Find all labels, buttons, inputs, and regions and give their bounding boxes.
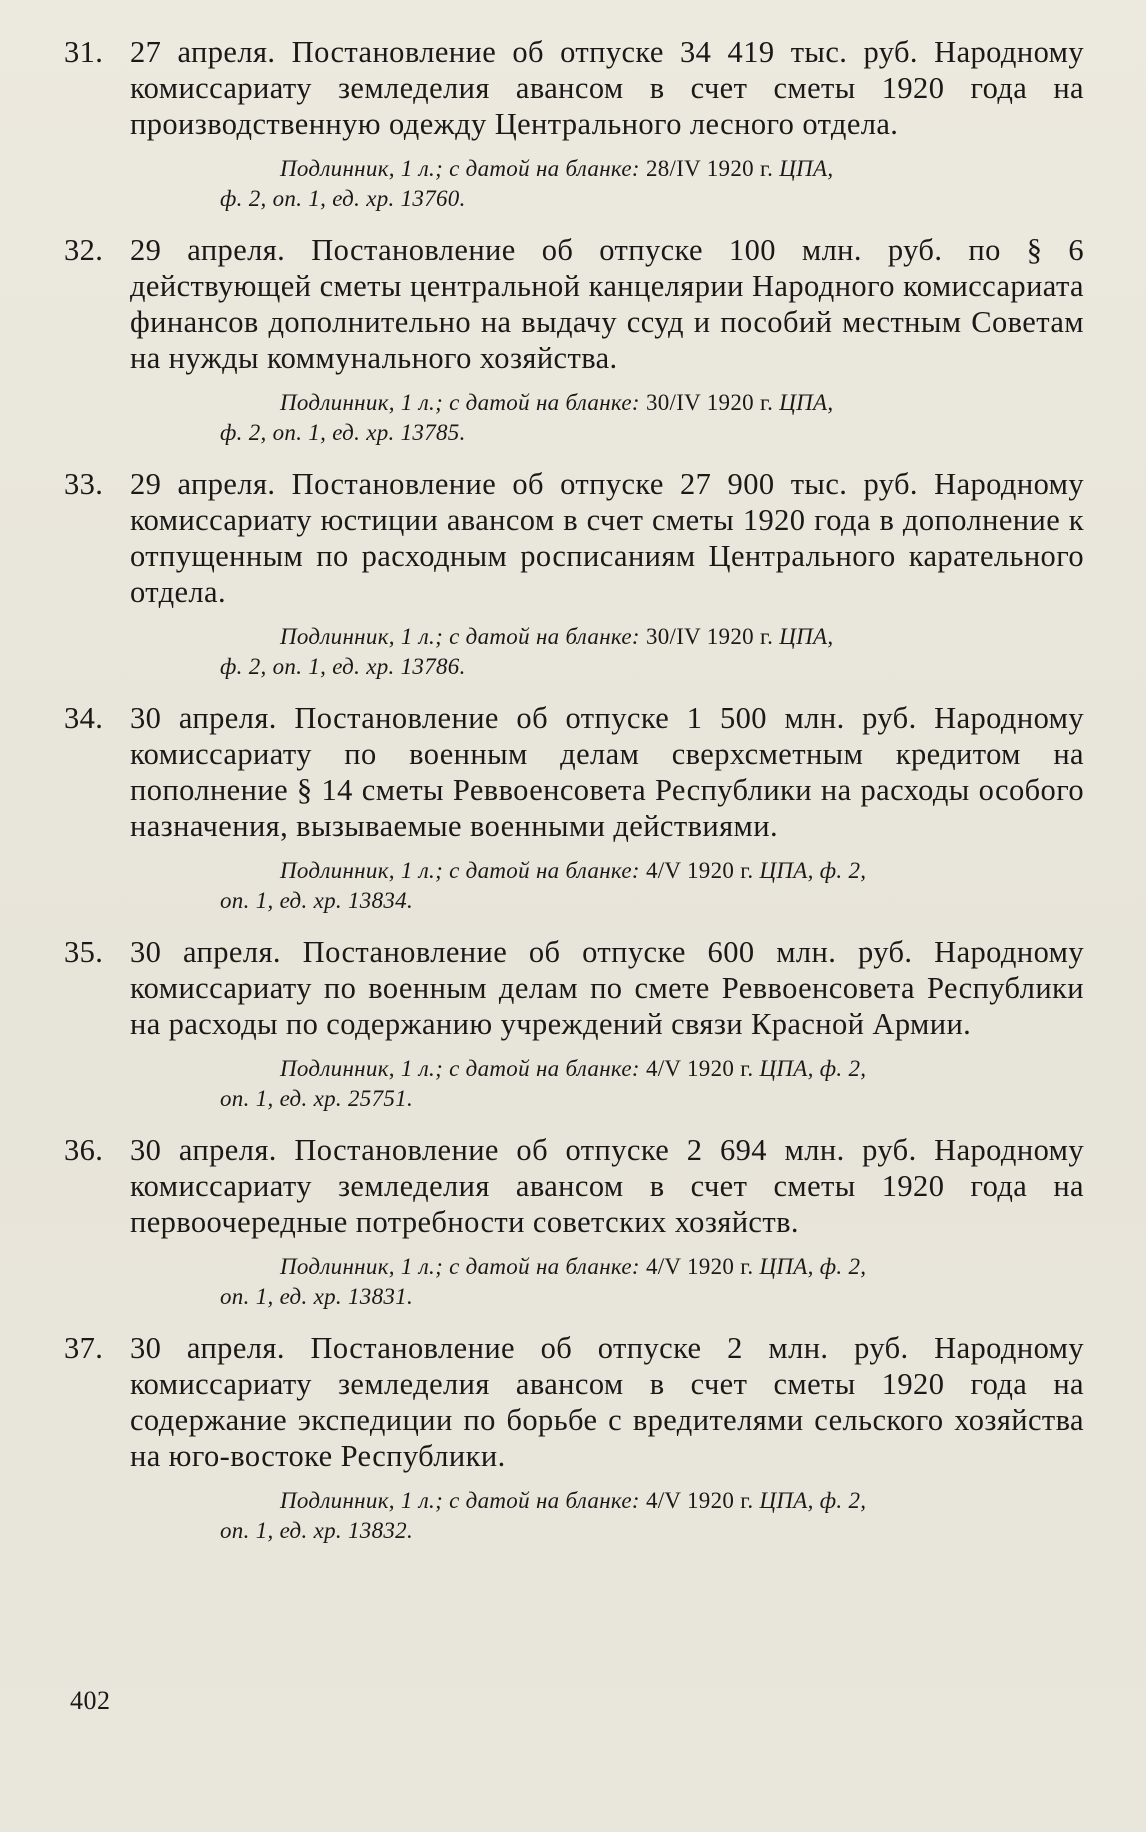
entry-text: 30 апреля. Постановление об отпуске 2 694 млн. руб. Народному комиссариату земледелия авансом в счет сметы 1920 года на первоочередные потребности советских хозяйств. [130, 1133, 1084, 1239]
archive-ref: ЦПА, ф. 2, [759, 1488, 867, 1513]
entry-number: 31. [64, 35, 104, 69]
source-line-1 [220, 856, 1084, 886]
source-prefix: Подлинник, 1 л.; с датой на бланке: [280, 1056, 640, 1081]
entry-number: 33. [64, 467, 104, 501]
entry-text: 30 апреля. Постановление об отпуске 2 млн. руб. Народному комиссариату земледелия авансом в счет сметы 1920 года на содержание экспедиции по борьбе с вредителями сельского хозяйства на юго-востоке Республики. [130, 1331, 1084, 1473]
source-date: 4/V 1920 г. [645, 1488, 754, 1513]
source-line-1 [220, 1054, 1084, 1084]
entry-number: 37. [64, 1331, 104, 1365]
source-note [64, 1054, 1084, 1114]
entry-32 [64, 232, 1084, 448]
source-date: 4/V 1920 г. [645, 858, 754, 883]
entry-body [64, 934, 1084, 1042]
source-line-1 [220, 154, 1084, 184]
source-prefix: Подлинник, 1 л.; с датой на бланке: [280, 1488, 640, 1513]
source-date: 30/IV 1920 г. [645, 390, 774, 415]
source-line-1 [220, 388, 1084, 418]
source-date: 30/IV 1920 г. [645, 624, 774, 649]
entry-31 [64, 34, 1084, 214]
entry-34 [64, 700, 1084, 916]
entry-35 [64, 934, 1084, 1114]
source-note [64, 388, 1084, 448]
source-prefix: Подлинник, 1 л.; с датой на бланке: [280, 390, 640, 415]
archive-ref: ЦПА, ф. 2, [759, 1056, 867, 1081]
source-line-1 [220, 1252, 1084, 1282]
entry-number: 34. [64, 701, 104, 735]
source-note [64, 622, 1084, 682]
source-note [64, 1486, 1084, 1546]
archive-ref: ЦПА, [779, 390, 834, 415]
entry-text: 27 апреля. Постановление об отпуске 34 419 тыс. руб. Народному комиссариату земледелия авансом в счет сметы 1920 года на производственную одежду Центрального лесного отдела. [130, 35, 1084, 141]
source-date: 4/V 1920 г. [645, 1056, 754, 1081]
entry-text: 30 апреля. Постановление об отпуске 600 млн. руб. Народному комиссариату по военным делам по смете Реввоенсовета Республики на расходы по содержанию учреждений связи Красной Армии. [130, 935, 1084, 1041]
entry-body [64, 34, 1084, 142]
source-line-2: ф. 2, оп. 1, ед. хр. 13786. [220, 654, 466, 679]
source-line-2: оп. 1, ед. хр. 13831. [220, 1284, 414, 1309]
entry-body [64, 1330, 1084, 1474]
page-number: 402 [70, 1686, 111, 1715]
archive-ref: ЦПА, ф. 2, [759, 858, 867, 883]
source-prefix: Подлинник, 1 л.; с датой на бланке: [280, 624, 640, 649]
source-note [64, 856, 1084, 916]
source-prefix: Подлинник, 1 л.; с датой на бланке: [280, 858, 640, 883]
source-prefix: Подлинник, 1 л.; с датой на бланке: [280, 156, 640, 181]
archive-ref: ЦПА, [779, 156, 834, 181]
entry-text: 29 апреля. Постановление об отпуске 27 900 тыс. руб. Народному комиссариату юстиции авансом в счет сметы 1920 года в дополнение к отпущенным по расходным росписаниям Центрального карательного отдела. [130, 467, 1084, 609]
entry-number: 35. [64, 935, 104, 969]
source-line-2: ф. 2, оп. 1, ед. хр. 13785. [220, 420, 466, 445]
source-line-2: оп. 1, ед. хр. 13832. [220, 1518, 414, 1543]
entries-list [64, 34, 1084, 1564]
source-date: 28/IV 1920 г. [645, 156, 774, 181]
source-prefix: Подлинник, 1 л.; с датой на бланке: [280, 1254, 640, 1279]
entry-body [64, 1132, 1084, 1240]
entry-body [64, 700, 1084, 844]
archive-ref: ЦПА, ф. 2, [759, 1254, 867, 1279]
source-date: 4/V 1920 г. [645, 1254, 754, 1279]
entry-text: 29 апреля. Постановление об отпуске 100 млн. руб. по § 6 действующей сметы центральной канцелярии Народного комиссариата финансов дополнительно на выдачу ссуд и пособий местным Советам на нужды коммунального хозяйства. [130, 233, 1084, 375]
source-line-2: оп. 1, ед. хр. 13834. [220, 888, 414, 913]
entry-number: 32. [64, 233, 104, 267]
source-note [64, 1252, 1084, 1312]
entry-number: 36. [64, 1133, 104, 1167]
entry-text: 30 апреля. Постановление об отпуске 1 500 млн. руб. Народному комиссариату по военным делам сверхсметным кредитом на пополнение § 14 сметы Реввоенсовета Республики на расходы особого назначения, вызываемые военными действиями. [130, 701, 1084, 843]
source-line-2: оп. 1, ед. хр. 25751. [220, 1086, 414, 1111]
source-line-2: ф. 2, оп. 1, ед. хр. 13760. [220, 186, 466, 211]
entry-body [64, 466, 1084, 610]
source-line-1 [220, 1486, 1084, 1516]
archive-ref: ЦПА, [779, 624, 834, 649]
entry-37 [64, 1330, 1084, 1546]
entry-33 [64, 466, 1084, 682]
entry-body [64, 232, 1084, 376]
source-line-1 [220, 622, 1084, 652]
source-note [64, 154, 1084, 214]
entry-36 [64, 1132, 1084, 1312]
